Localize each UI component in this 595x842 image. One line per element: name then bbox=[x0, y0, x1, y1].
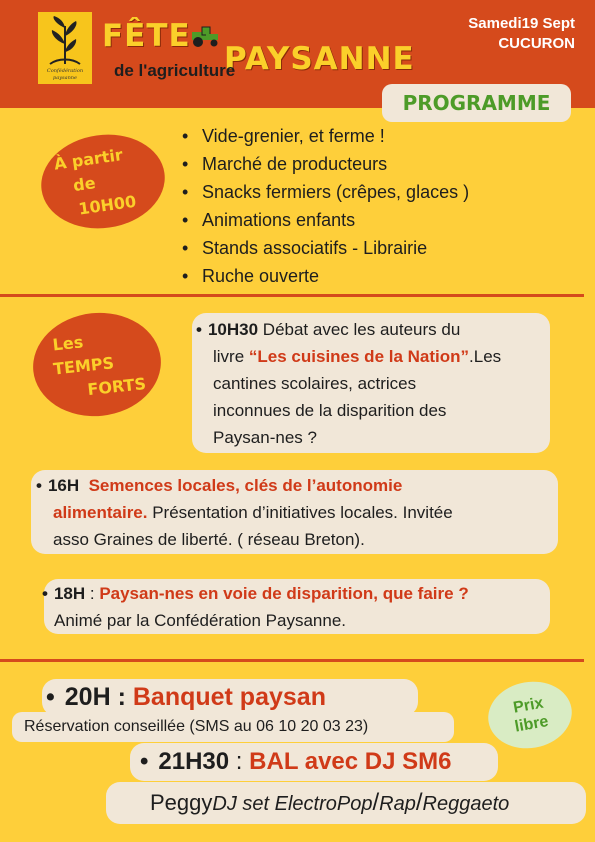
logo-text-2: paysanne bbox=[53, 75, 77, 81]
lineup-slash-2: / bbox=[415, 789, 423, 816]
bullet: • bbox=[196, 320, 202, 339]
badge-line-3: FORTS bbox=[86, 373, 147, 399]
event-18h-text bbox=[42, 580, 554, 634]
event-18h-line2: Animé par la Confédération Paysanne. bbox=[54, 611, 347, 630]
event-10h30-line5: Paysan-nes ? bbox=[213, 428, 317, 447]
confederation-logo bbox=[38, 12, 92, 84]
bullet: • bbox=[140, 748, 149, 775]
list-item: • Marché de producteurs bbox=[182, 150, 469, 178]
event-10h30-line1: Débat avec les auteurs du bbox=[258, 320, 461, 339]
event-16h-line3: asso Graines de liberté. ( réseau Breton). bbox=[53, 530, 365, 549]
prix-libre-badge bbox=[483, 675, 577, 755]
badge-line-3: 10H00 bbox=[77, 191, 138, 219]
bal-title: BAL avec DJ SM6 bbox=[249, 748, 452, 775]
list-item: • Vide-grenier, et ferme ! bbox=[182, 122, 469, 150]
list-item: • Snacks fermiers (crêpes, glaces ) bbox=[182, 178, 469, 206]
bal-time: 21H30 bbox=[158, 748, 230, 775]
event-10h30-line2a: livre bbox=[213, 347, 249, 366]
event-16h-text bbox=[36, 472, 556, 553]
lineup-style-a: DJ set ElectroPop bbox=[212, 793, 373, 815]
divider bbox=[0, 659, 584, 662]
badge-line-1: Les bbox=[51, 331, 85, 354]
banquet-title: Banquet paysan bbox=[132, 683, 326, 711]
prix-line-2: libre bbox=[513, 713, 550, 736]
divider bbox=[0, 294, 584, 297]
start-time-badge bbox=[35, 127, 171, 236]
programme-label: PROGRAMME bbox=[382, 84, 571, 122]
event-10h30-line3: cantines scolaires, actrices bbox=[213, 374, 417, 393]
bal-sep: : bbox=[229, 748, 250, 775]
lineup-style-b: Rap bbox=[379, 793, 416, 815]
list-item: • Animations enfants bbox=[182, 206, 469, 234]
badge-line-2: de bbox=[71, 172, 97, 195]
event-16h-line2: Présentation d’initiatives locales. Invitée bbox=[147, 503, 453, 522]
event-16h-time: 16H bbox=[47, 476, 80, 495]
event-16h-title: Semences locales, clés de l’autonomie bbox=[88, 476, 403, 495]
lineup-slash-1: / bbox=[372, 789, 380, 816]
banquet-line bbox=[46, 679, 326, 716]
banquet-sep: : bbox=[110, 683, 133, 711]
title-fete: FÊTE bbox=[102, 18, 191, 54]
event-10h30-text bbox=[196, 316, 550, 451]
lineup bbox=[150, 785, 509, 822]
event-18h-time: 18H bbox=[53, 584, 86, 603]
event-place: CUCURON bbox=[498, 35, 575, 52]
title-paysanne: PAYSANNE bbox=[224, 41, 415, 77]
tractor-icon bbox=[190, 26, 220, 48]
lineup-style-c: Reggaeto bbox=[422, 793, 510, 815]
logo-text-1: Confédération bbox=[46, 68, 84, 74]
bullet: • bbox=[46, 683, 55, 711]
event-10h30-time: 10H30 bbox=[207, 320, 259, 339]
activities-list bbox=[182, 122, 469, 290]
badge-line-1: À partir bbox=[52, 144, 124, 174]
wheat-icon bbox=[38, 14, 92, 66]
prix-line-1: Prix bbox=[511, 694, 545, 717]
event-date-place bbox=[468, 14, 575, 54]
subtitle: de l'agriculture bbox=[114, 61, 236, 80]
lineup-name: Peggy bbox=[150, 790, 213, 815]
event-18h-title: Paysan-nes en voie de disparition, que faire ? bbox=[99, 584, 469, 603]
temps-forts-badge bbox=[28, 307, 166, 423]
list-item: • Stands associatifs - Librairie bbox=[182, 234, 469, 262]
event-date: Samedi19 Sept bbox=[468, 15, 575, 32]
event-18h-sep: : bbox=[85, 584, 100, 603]
bullet: • bbox=[36, 476, 42, 495]
event-10h30-line4: inconnues de la disparition des bbox=[213, 401, 447, 420]
reservation-info: Réservation conseillée (SMS au 06 10 20 03 23) bbox=[24, 718, 369, 735]
event-16h-title-end: alimentaire. bbox=[53, 503, 148, 522]
event-10h30-line2c: .Les bbox=[469, 347, 502, 366]
bal-line bbox=[140, 743, 451, 781]
bullet: • bbox=[42, 584, 48, 603]
book-title: “Les cuisines de la Nation” bbox=[248, 347, 470, 366]
banquet-time: 20H bbox=[64, 683, 111, 711]
badge-line-2: TEMPS bbox=[52, 352, 115, 379]
list-item: • Ruche ouverte bbox=[182, 262, 469, 290]
